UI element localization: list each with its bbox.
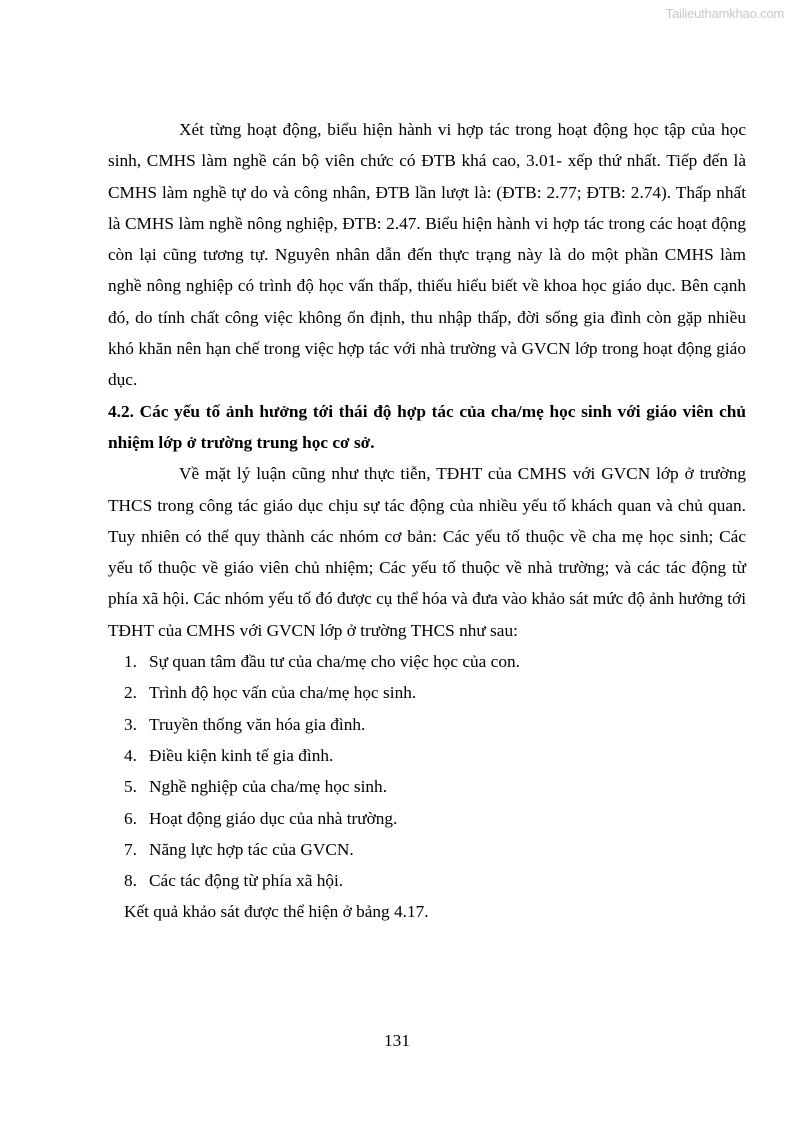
- list-text: Truyền thống văn hóa gia đình.: [149, 714, 366, 734]
- list-item: [108, 865, 746, 896]
- list-number: 2.: [124, 683, 137, 703]
- list-item: [108, 677, 746, 708]
- body-paragraph-2: Về mặt lý luận cũng như thực tiễn, TĐHT của CMHS với GVCN lớp ở trường THCS trong công tác giáo dục chịu sự tác động của nhiều yếu tố khách quan và chủ quan. Tuy nhiên có thể quy thành các nhóm cơ bản: Các yếu tố thuộc về cha mẹ học sinh; Các yếu tố thuộc về giáo viên chủ nhiệm; Các yếu tố thuộc về nhà trường; và các tác động từ phía xã hội. Các nhóm yếu tố đó được cụ thể hóa và đưa vào khảo sát mức độ ảnh hưởng tới TĐHT của CMHS với GVCN lớp ở trường THCS như sau:: [108, 464, 746, 640]
- list-item: [108, 709, 746, 740]
- body-paragraph-1: Xét từng hoạt động, biểu hiện hành vi hợp tác trong hoạt động học tập của học sinh, CMHS làm nghề cán bộ viên chức có ĐTB khá cao, 3.01- xếp thứ nhất. Tiếp đến là CMHS làm nghề tự do và công nhân, ĐTB lần lượt là: (ĐTB: 2.77; ĐTB: 2.74). Thấp nhất là CMHS làm nghề nông nghiệp, ĐTB: 2.47. Biểu hiện hành vi hợp tác trong các hoạt động còn lại cũng tương tự. Nguyên nhân dẫn đến thực trạng này là do một phần CMHS làm nghề nông nghiệp có trình độ học vấn thấp, thiếu hiểu biết về khoa học giáo dục. Bên cạnh đó, do tính chất công việc không ổn định, thu nhập thấp, đời sống gia đình còn gặp nhiều khó khăn nên hạn chế trong việc hợp tác với nhà trường và GVCN lớp trong hoạt động giáo dục.: [108, 120, 746, 390]
- list-text: Hoạt động giáo dục của nhà trường.: [149, 808, 398, 828]
- list-text: Các tác động từ phía xã hội.: [149, 871, 344, 891]
- list-item: [108, 834, 746, 865]
- list-item: [108, 740, 746, 771]
- factor-list: [108, 646, 746, 896]
- list-number: 4.: [124, 745, 137, 765]
- list-number: 6.: [124, 808, 137, 828]
- list-number: 5.: [124, 777, 137, 797]
- list-item: [108, 803, 746, 834]
- page-number: 131: [384, 1031, 410, 1050]
- list-text: Điều kiện kinh tế gia đình.: [149, 745, 334, 765]
- list-item: [108, 646, 746, 677]
- list-number: 8.: [124, 871, 137, 891]
- document-page: [108, 114, 746, 928]
- list-number: 3.: [124, 714, 137, 734]
- closing-sentence: Kết quả khảo sát được thể hiện ở bảng 4.17.: [124, 902, 429, 922]
- list-text: Sự quan tâm đầu tư của cha/mẹ cho việc học của con.: [149, 652, 520, 672]
- section-heading: 4.2. Các yếu tố ảnh hưởng tới thái độ hợp tác của cha/mẹ học sinh với giáo viên chủ nhiệm lớp ở trường trung học cơ sở.: [108, 401, 746, 452]
- list-text: Nghề nghiệp của cha/mẹ học sinh.: [149, 777, 388, 797]
- list-number: 7.: [124, 839, 137, 859]
- list-item: [108, 771, 746, 802]
- watermark: Tailieuthamkhao.com: [665, 6, 784, 21]
- list-text: Năng lực hợp tác của GVCN.: [149, 839, 354, 859]
- list-number: 1.: [124, 652, 137, 672]
- list-text: Trình độ học vấn của cha/mẹ học sinh.: [149, 683, 417, 703]
